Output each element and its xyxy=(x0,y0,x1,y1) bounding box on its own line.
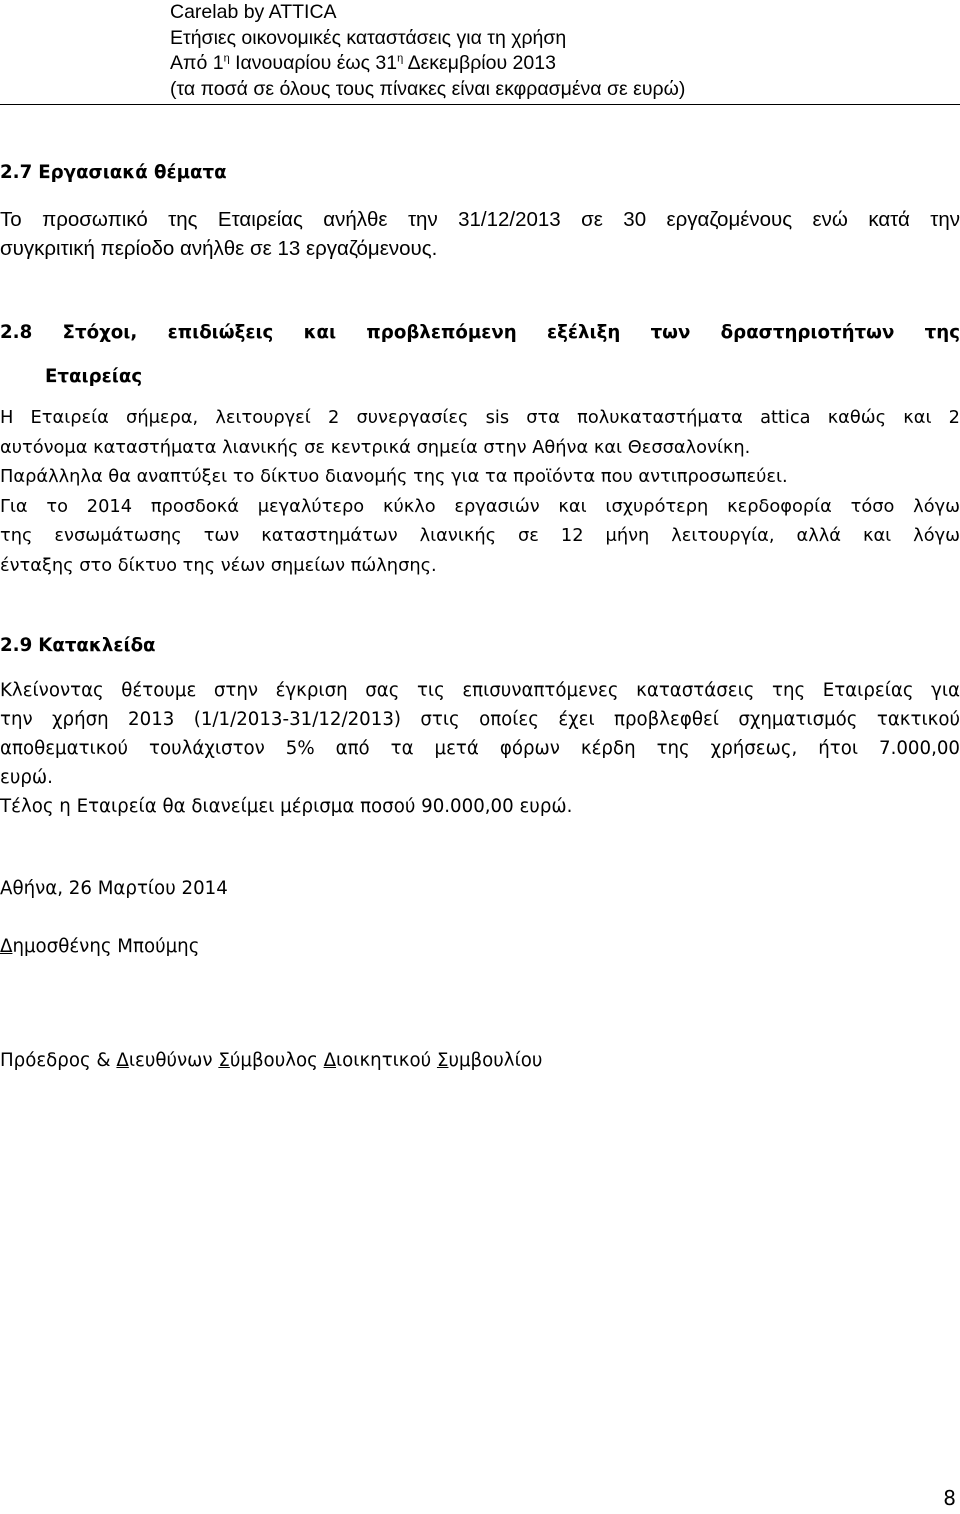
period-superscript-2: η xyxy=(397,52,404,65)
paragraph-line: Για το 2014 προσδοκά μεγαλύτερο κύκλο εργασιών και ισχυρότερη κερδοφορία τόσο λόγω xyxy=(0,495,960,517)
section-title: Κατακλείδα xyxy=(38,635,156,656)
paragraph-line: της ενσωμάτωσης των καταστημάτων λιανικής σε 12 μήνη λειτουργία, αλλά και λόγω xyxy=(0,525,960,546)
section-2-8 xyxy=(0,320,960,390)
section-2-9-body xyxy=(0,676,960,821)
currency-note: (τα ποσά σε όλους τους πίνακες είναι εκφρασμένα σε ευρώ) xyxy=(170,77,686,100)
signatory-role xyxy=(0,1048,960,1074)
page-number: 8 xyxy=(943,1486,956,1510)
period-part-1: Από 1 xyxy=(170,52,224,74)
role-initial: Σ xyxy=(436,1050,449,1071)
report-period xyxy=(170,51,685,77)
section-2-9 xyxy=(0,633,960,659)
role-part: ιοικητικού xyxy=(336,1050,437,1071)
paragraph-line: Τέλος η Εταιρεία θα διανείμει μέρισμα ποσού 90.000,00 ευρώ. xyxy=(0,796,573,817)
section-2-8-heading xyxy=(0,320,960,346)
document-header xyxy=(170,0,685,102)
section-2-8-heading-cont: Εταιρείας xyxy=(45,366,143,387)
role-part: υμβουλίου xyxy=(448,1050,543,1071)
report-title: Ετήσιες οικονομικές καταστάσεις για τη χρήση xyxy=(170,26,567,49)
paragraph-line: αυτόνομα καταστήματα λιανικής σε κεντρικά σημεία στην Αθήνα και Θεσσαλονίκη. xyxy=(0,436,751,458)
section-2-8-body xyxy=(0,403,960,580)
place-date: Αθήνα, 26 Μαρτίου 2014 xyxy=(0,878,228,899)
name-initial: Δ xyxy=(0,936,13,957)
section-2-7 xyxy=(0,160,960,186)
period-part-2: Ιανουαρίου έως 31 xyxy=(229,52,398,74)
role-part: Πρόεδρος & xyxy=(0,1050,117,1071)
role-initial: Δ xyxy=(116,1050,129,1071)
paragraph-line: αποθεματικού τουλάχιστον 5% από τα μετά φόρων κέρδη της χρήσεως, ήτοι 7.000,00 xyxy=(0,738,960,759)
paragraph-line: ευρώ. xyxy=(0,767,53,788)
company-name: Carelab by ATTICA xyxy=(170,1,337,23)
paragraph-line: Το προσωπικό της Εταιρείας ανήλθε την 31/12/2013 σε 30 εργαζομένους ενώ κατά την xyxy=(0,208,960,231)
role-part: ιευθύνων xyxy=(128,1050,219,1071)
section-2-7-body xyxy=(0,205,960,263)
paragraph-line: την χρήση 2013 (1/1/2013-31/12/2013) στις οποίες έχει προβλεφθεί σχηματισμός τακτικού xyxy=(0,709,960,730)
section-2-9-heading xyxy=(0,633,960,659)
paragraph-line: Κλείνοντας θέτουμε στην έγκριση σας τις επισυναπτόμενες καταστάσεις της Εταιρείας για xyxy=(0,680,960,701)
section-title: Στόχοι, επιδιώξεις και προβλεπόμενη εξέλιξη των δραστηριοτήτων της xyxy=(62,322,960,343)
header-divider xyxy=(0,104,960,105)
name-rest: ημοσθένης Μπούμης xyxy=(12,936,200,957)
paragraph-line: ένταξης στο δίκτυο της νέων σημείων πώλησης. xyxy=(0,554,437,576)
period-part-3: Δεκεμβρίου 2013 xyxy=(403,52,556,74)
paragraph-line: Η Εταιρεία σήμερα, λειτουργεί 2 συνεργασίες sis στα πολυκαταστήματα attica καθώς και 2 xyxy=(0,407,960,428)
section-number: 2.9 xyxy=(0,635,33,656)
role-initial: Δ xyxy=(323,1050,337,1071)
section-number: 2.8 xyxy=(0,322,33,343)
signatory-name xyxy=(0,934,960,960)
period-superscript-1: η xyxy=(223,52,230,65)
section-2-7-heading xyxy=(0,160,960,186)
section-number: 2.7 xyxy=(0,162,33,183)
paragraph-line: Παράλληλα θα αναπτύξει το δίκτυο διανομής της για τα προϊόντα που αντιπροσωπεύει. xyxy=(0,466,788,487)
role-initial: Σ xyxy=(218,1050,230,1071)
section-title: Εργασιακά θέματα xyxy=(38,162,227,183)
role-part: ύμβουλος xyxy=(229,1050,324,1071)
paragraph-line: συγκριτική περίοδο ανήλθε σε 13 εργαζόμενους. xyxy=(0,237,438,260)
